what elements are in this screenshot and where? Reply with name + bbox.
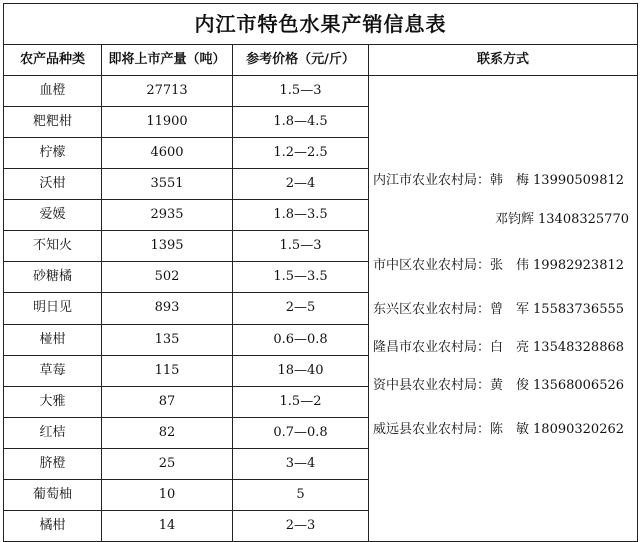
cell-price: 0.7—0.8 bbox=[233, 417, 369, 448]
cell-category: 大雅 bbox=[4, 386, 102, 417]
cell-price: 2—3 bbox=[233, 510, 369, 541]
fruit-table bbox=[3, 3, 638, 542]
contact-person: 韩 梅 bbox=[490, 173, 530, 188]
contact-entry bbox=[373, 301, 624, 319]
contact-phone: 13548328868 bbox=[533, 340, 625, 355]
contact-phone: 15583736555 bbox=[533, 302, 625, 317]
fruit-info-sheet bbox=[3, 3, 637, 539]
contact-person: 张 伟 bbox=[490, 258, 530, 273]
contact-person: 邓钧辉 bbox=[495, 212, 535, 227]
cell-price: 1.5—3 bbox=[233, 231, 369, 262]
cell-yield: 25 bbox=[102, 448, 233, 479]
contact-person: 白 亮 bbox=[490, 340, 530, 355]
contact-phone: 18090320262 bbox=[533, 422, 625, 437]
cell-category: 沃柑 bbox=[4, 169, 102, 200]
cell-price: 1.5—2 bbox=[233, 386, 369, 417]
contact-org: 市中区农业农村局： bbox=[373, 258, 491, 273]
cell-yield: 135 bbox=[102, 324, 233, 355]
cell-category: 红桔 bbox=[4, 417, 102, 448]
cell-price: 2—5 bbox=[233, 293, 369, 324]
cell-category: 明日见 bbox=[4, 293, 102, 324]
contact-phone: 13408325770 bbox=[538, 212, 629, 227]
cell-category: 椪柑 bbox=[4, 324, 102, 355]
cell-yield: 3551 bbox=[102, 169, 233, 200]
contact-entry bbox=[373, 421, 624, 439]
header-row bbox=[4, 45, 638, 76]
contact-org: 内江市农业农村局： bbox=[373, 173, 491, 188]
contact-entry bbox=[373, 339, 624, 357]
cell-category: 砂糖橘 bbox=[4, 262, 102, 293]
table-row bbox=[4, 76, 638, 107]
cell-category: 草莓 bbox=[4, 355, 102, 386]
cell-category: 粑粑柑 bbox=[4, 107, 102, 138]
cell-yield: 502 bbox=[102, 262, 233, 293]
cell-price: 5 bbox=[233, 479, 369, 510]
contact-org: 资中县农业农村局： bbox=[373, 378, 491, 393]
cell-category: 不知火 bbox=[4, 231, 102, 262]
contact-entry bbox=[373, 172, 624, 190]
cell-category: 柠檬 bbox=[4, 138, 102, 169]
contact-entry bbox=[373, 257, 624, 275]
cell-yield: 27713 bbox=[102, 76, 233, 107]
cell-price: 2—4 bbox=[233, 169, 369, 200]
header-category: 农产品种类 bbox=[4, 45, 102, 76]
cell-price: 1.8—3.5 bbox=[233, 200, 369, 231]
cell-yield: 1395 bbox=[102, 231, 233, 262]
cell-price: 0.6—0.8 bbox=[233, 324, 369, 355]
contact-person: 黄 俊 bbox=[490, 378, 530, 393]
contact-entry bbox=[495, 211, 629, 229]
header-contact: 联系方式 bbox=[369, 45, 638, 76]
contact-phone: 13990509812 bbox=[533, 173, 625, 188]
cell-price: 1.5—3.5 bbox=[233, 262, 369, 293]
cell-yield: 11900 bbox=[102, 107, 233, 138]
cell-yield: 10 bbox=[102, 479, 233, 510]
header-price: 参考价格（元/斤） bbox=[233, 45, 369, 76]
cell-yield: 115 bbox=[102, 355, 233, 386]
table-title: 内江市特色水果产销信息表 bbox=[4, 4, 638, 45]
cell-price: 1.8—4.5 bbox=[233, 107, 369, 138]
contact-person: 陈 敏 bbox=[490, 422, 530, 437]
contact-list bbox=[369, 76, 637, 541]
contact-cell bbox=[369, 76, 638, 542]
contact-org: 东兴区农业农村局： bbox=[373, 302, 491, 317]
cell-price: 3—4 bbox=[233, 448, 369, 479]
contact-phone: 13568006526 bbox=[533, 378, 625, 393]
cell-yield: 893 bbox=[102, 293, 233, 324]
cell-price: 1.2—2.5 bbox=[233, 138, 369, 169]
cell-category: 脐橙 bbox=[4, 448, 102, 479]
contact-entry bbox=[373, 377, 624, 395]
cell-price: 1.5—3 bbox=[233, 76, 369, 107]
cell-yield: 2935 bbox=[102, 200, 233, 231]
cell-yield: 87 bbox=[102, 386, 233, 417]
contact-org: 隆昌市农业农村局： bbox=[373, 340, 491, 355]
cell-yield: 14 bbox=[102, 510, 233, 541]
cell-price: 18—40 bbox=[233, 355, 369, 386]
cell-yield: 82 bbox=[102, 417, 233, 448]
contact-phone: 19982923812 bbox=[533, 258, 625, 273]
header-yield: 即将上市产量（吨） bbox=[102, 45, 233, 76]
cell-category: 橘柑 bbox=[4, 510, 102, 541]
contact-org: 威远县农业农村局： bbox=[373, 422, 491, 437]
contact-person: 曾 军 bbox=[490, 302, 530, 317]
cell-category: 血橙 bbox=[4, 76, 102, 107]
cell-yield: 4600 bbox=[102, 138, 233, 169]
cell-category: 葡萄柚 bbox=[4, 479, 102, 510]
cell-category: 爱媛 bbox=[4, 200, 102, 231]
